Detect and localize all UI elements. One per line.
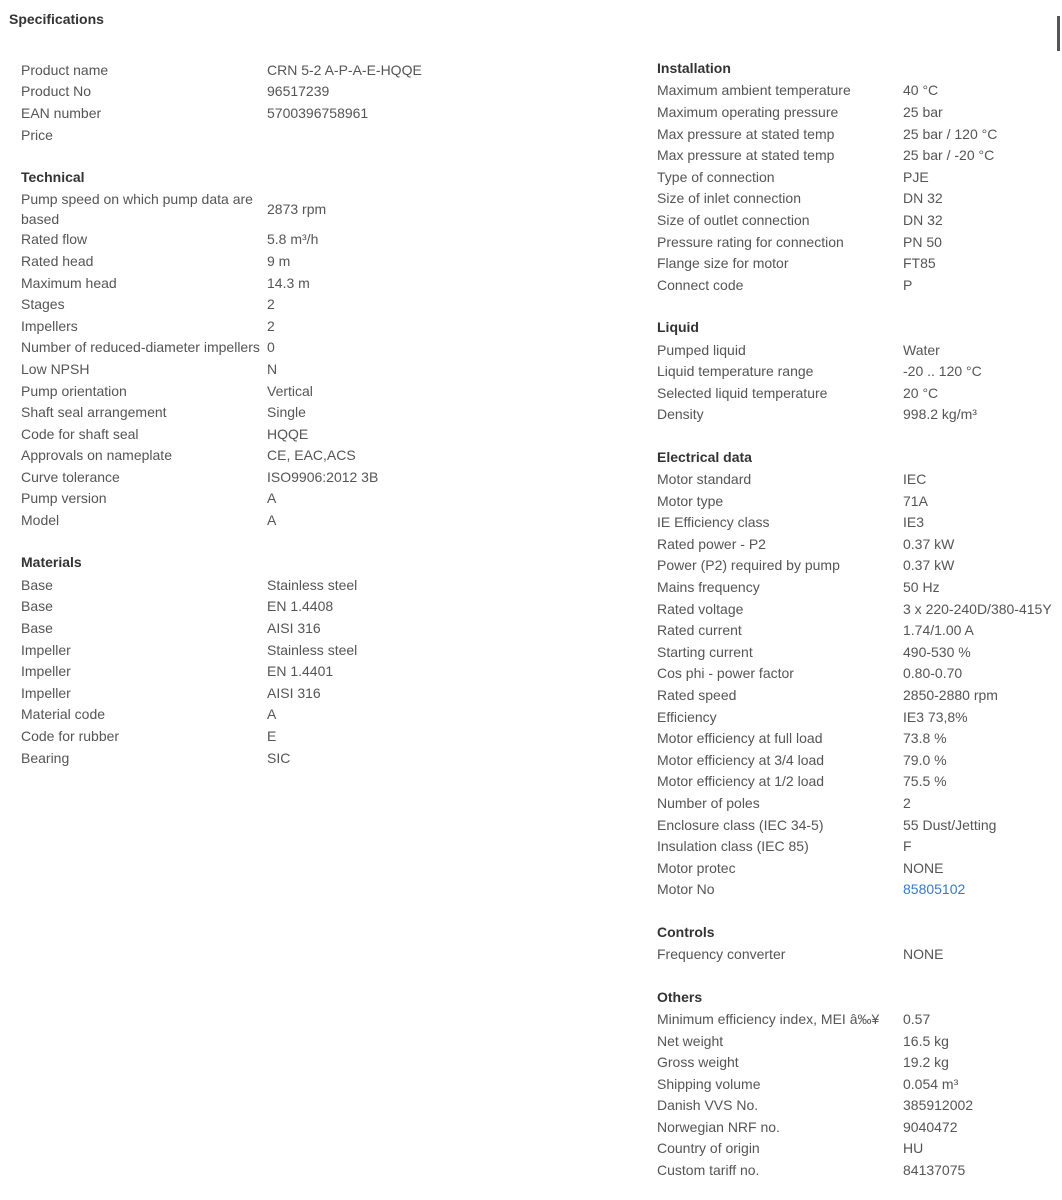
spec-value: 9 m [267, 252, 291, 269]
spec-value-link[interactable]: 85805102 [903, 881, 966, 898]
spec-row [657, 360, 1062, 382]
spec-label: Maximum operating pressure [657, 103, 839, 120]
spec-label: Motor standard [657, 471, 752, 488]
spec-row [657, 814, 1062, 836]
left-column [21, 59, 441, 768]
spec-row [657, 943, 1062, 965]
spec-value: 0.054 m³ [903, 1075, 959, 1092]
spec-row [657, 101, 1062, 123]
spec-value: 71A [903, 492, 928, 509]
spec-row [657, 274, 1062, 296]
spec-label: Material code [21, 706, 106, 723]
spec-row [657, 684, 1062, 706]
spec-row [21, 337, 441, 359]
spec-row [657, 166, 1062, 188]
spec-row [657, 576, 1062, 598]
spec-row [657, 468, 1062, 490]
spec-label: Motor efficiency at 1/2 load [657, 773, 825, 790]
spec-row [21, 682, 441, 704]
spec-row [21, 229, 441, 251]
spec-label: Curve tolerance [21, 468, 120, 485]
section-title-liquid: Liquid [657, 319, 699, 336]
spec-value: 16.5 kg [903, 1032, 949, 1049]
spec-value: AISI 316 [267, 620, 321, 637]
spec-row [657, 144, 1062, 166]
spec-value: A [267, 490, 277, 507]
spec-row [21, 315, 441, 337]
spec-value: 25 bar [903, 103, 943, 120]
spec-row [21, 639, 441, 661]
spec-label: Danish VVS No. [657, 1097, 759, 1114]
spec-label: Custom tariff no. [657, 1162, 760, 1179]
spec-label: Gross weight [657, 1054, 739, 1071]
spec-row [657, 339, 1062, 361]
spec-value [903, 879, 965, 899]
spec-row [657, 727, 1062, 749]
spec-value: 20 °C [903, 384, 939, 401]
spec-label: Rated power - P2 [657, 535, 766, 552]
spec-value: PJE [903, 168, 929, 185]
spec-row [21, 401, 441, 423]
spec-row [21, 102, 441, 124]
spec-value: PN 50 [903, 233, 942, 250]
spec-value: 1.74/1.00 A [903, 622, 974, 639]
spec-value: 50 Hz [903, 579, 940, 596]
spec-label: Starting current [657, 643, 753, 660]
spec-label: Impeller [21, 663, 71, 680]
spec-row [657, 1030, 1062, 1052]
spec-row [657, 1116, 1062, 1138]
spec-label: Base [21, 620, 53, 637]
spec-label: Rated current [657, 622, 742, 639]
spec-label: EAN number [21, 104, 102, 121]
spec-row [21, 660, 441, 682]
spec-label: Number of poles [657, 794, 760, 811]
spec-value: IE3 73,8% [903, 708, 968, 725]
spec-label: Norwegian NRF no. [657, 1118, 780, 1135]
spec-label: Stages [21, 296, 65, 313]
spec-row [657, 1051, 1062, 1073]
spec-value: ISO9906:2012 3B [267, 468, 379, 485]
spec-value: HU [903, 1140, 924, 1157]
spec-row [21, 747, 441, 769]
spec-label: Shaft seal arrangement [21, 404, 167, 421]
spec-value: 2 [903, 794, 911, 811]
spec-label: Minimum efficiency index, MEI â‰¥ [657, 1010, 880, 1027]
spec-row [21, 250, 441, 272]
section-technical [21, 167, 441, 531]
spec-row [657, 771, 1062, 793]
spec-row [657, 879, 1062, 901]
spec-row [657, 490, 1062, 512]
spec-label: Mains frequency [657, 579, 760, 596]
spec-value: IE3 [903, 514, 925, 531]
spec-row [21, 596, 441, 618]
spec-value: 19.2 kg [903, 1054, 949, 1071]
spec-label: Cos phi - power factor [657, 665, 794, 682]
spec-label: Impeller [21, 684, 71, 701]
spec-value: 2873 rpm [267, 200, 327, 217]
spec-value: 3 x 220-240D/380-415Y [903, 600, 1052, 617]
spec-value: 5.8 m³/h [267, 231, 319, 248]
spec-value: HQQE [267, 425, 309, 442]
spec-label: Size of inlet connection [657, 190, 801, 207]
spec-label: Max pressure at stated temp [657, 147, 835, 164]
spec-row [657, 252, 1062, 274]
spec-row [657, 749, 1062, 771]
section-title-others: Others [657, 988, 703, 1005]
spec-label: Pump version [21, 490, 107, 507]
spec-label: Rated speed [657, 687, 737, 704]
spec-row [657, 1008, 1062, 1030]
spec-value: 25 bar / -20 °C [903, 147, 995, 164]
spec-value: FT85 [903, 255, 936, 272]
spec-label: Rated flow [21, 231, 88, 248]
spec-row [657, 1159, 1062, 1181]
spec-label: Low NPSH [21, 360, 90, 377]
spec-row [657, 1095, 1062, 1117]
spec-label: Pumped liquid [657, 341, 746, 358]
spec-value: 0 [267, 339, 275, 356]
spec-label: Approvals on nameplate [21, 447, 172, 464]
spec-row [21, 617, 441, 639]
spec-row [657, 231, 1062, 253]
spec-label: Connect code [657, 276, 744, 293]
spec-value: P [903, 276, 913, 293]
spec-label: Country of origin [657, 1140, 760, 1157]
spec-value: A [267, 706, 277, 723]
spec-label: Base [21, 598, 53, 615]
spec-row [657, 533, 1062, 555]
spec-value: 0.37 kW [903, 557, 955, 574]
spec-value: IEC [903, 471, 927, 488]
spec-row [657, 706, 1062, 728]
spec-row [657, 382, 1062, 404]
spec-row [21, 704, 441, 726]
spec-row [657, 555, 1062, 577]
spec-label: Type of connection [657, 168, 775, 185]
spec-value: A [267, 512, 277, 529]
spec-row [21, 488, 441, 510]
spec-label: Motor efficiency at full load [657, 730, 823, 747]
spec-value: DN 32 [903, 211, 943, 228]
spec-row [657, 188, 1062, 210]
spec-value: NONE [903, 946, 944, 963]
spec-value: 385912002 [903, 1097, 974, 1114]
spec-value: Vertical [267, 382, 313, 399]
spec-row [657, 835, 1062, 857]
section-electrical [657, 447, 1062, 900]
spec-row [21, 423, 441, 445]
spec-row [657, 80, 1062, 102]
spec-value: 2850-2880 rpm [903, 687, 998, 704]
spec-value: 490-530 % [903, 643, 971, 660]
section-title-technical: Technical [21, 168, 85, 185]
spec-label: Enclosure class (IEC 34-5) [657, 816, 824, 833]
spec-label: Number of reduced-diameter impellers [21, 339, 260, 356]
spec-row [21, 445, 441, 467]
spec-row [657, 404, 1062, 426]
spec-value: 55 Dust/Jetting [903, 816, 997, 833]
section-title-controls: Controls [657, 923, 715, 940]
spec-label: IE Efficiency class [657, 514, 770, 531]
spec-label: Bearing [21, 749, 70, 766]
spec-value: 2 [267, 296, 275, 313]
section-title-materials: Materials [21, 554, 82, 571]
spec-label: Motor efficiency at 3/4 load [657, 751, 825, 768]
spec-value: CRN 5-2 A-P-A-E-HQQE [267, 61, 422, 78]
page-title: Specifications [9, 11, 104, 27]
spec-label: Flange size for motor [657, 255, 789, 272]
spec-row [657, 123, 1062, 145]
spec-value: 0.80-0.70 [903, 665, 963, 682]
section-title-electrical: Electrical data [657, 448, 752, 465]
spec-label: Insulation class (IEC 85) [657, 838, 809, 855]
spec-label: Density [657, 406, 704, 423]
spec-value: EN 1.4408 [267, 598, 334, 615]
spec-row [657, 1138, 1062, 1160]
spec-value: F [903, 838, 912, 855]
spec-row [21, 124, 441, 146]
spec-value: E [267, 728, 277, 745]
section-title-installation: Installation [657, 60, 731, 76]
spec-row [657, 857, 1062, 879]
spec-value: NONE [903, 859, 944, 876]
spec-label: Pump orientation [21, 382, 127, 399]
spec-label: Maximum ambient temperature [657, 82, 851, 99]
spec-value: 5700396758961 [267, 104, 369, 121]
spec-label: Pressure rating for connection [657, 233, 844, 250]
spec-value: Stainless steel [267, 641, 358, 658]
spec-value: Stainless steel [267, 576, 358, 593]
spec-label: Base [21, 576, 53, 593]
spec-label: Code for shaft seal [21, 425, 139, 442]
spec-label: Motor type [657, 492, 724, 509]
spec-value: 9040472 [903, 1118, 958, 1135]
spec-label: Size of outlet connection [657, 211, 810, 228]
spec-value: 2 [267, 317, 275, 334]
section-others [657, 987, 1062, 1181]
spec-value: Single [267, 404, 306, 421]
spec-value: 79.0 % [903, 751, 947, 768]
spec-value: DN 32 [903, 190, 943, 207]
spec-label: Rated voltage [657, 600, 744, 617]
spec-value: 84137075 [903, 1162, 966, 1179]
spec-label: Pump speed on which pump data are based [21, 190, 253, 227]
spec-label: Shipping volume [657, 1075, 761, 1092]
spec-value: CE, EAC,ACS [267, 447, 356, 464]
spec-label: Net weight [657, 1032, 724, 1049]
spec-label: Liquid temperature range [657, 363, 814, 380]
spec-label: Power (P2) required by pump [657, 557, 840, 574]
spec-value: Water [903, 341, 940, 358]
spec-row [21, 272, 441, 294]
spec-value: 75.5 % [903, 773, 947, 790]
spec-value: EN 1.4401 [267, 663, 334, 680]
spec-row [657, 641, 1062, 663]
spec-row [21, 293, 441, 315]
section-general [21, 59, 441, 145]
section-liquid [657, 317, 1062, 425]
scrollbar-thumb[interactable] [1057, 16, 1060, 51]
spec-value: 40 °C [903, 82, 939, 99]
spec-row [657, 209, 1062, 231]
spec-value: 25 bar / 120 °C [903, 125, 998, 142]
spec-row [657, 598, 1062, 620]
spec-row [21, 466, 441, 488]
spec-row [21, 59, 441, 81]
spec-row [657, 792, 1062, 814]
spec-label: Product name [21, 61, 109, 78]
spec-label: Model [21, 512, 60, 529]
spec-value: 998.2 kg/m³ [903, 406, 977, 423]
spec-row [21, 189, 441, 229]
spec-value: -20 .. 120 °C [903, 363, 982, 380]
right-column [657, 58, 1062, 1181]
spec-row [21, 380, 441, 402]
section-installation [657, 58, 1062, 296]
spec-value: 0.57 [903, 1010, 931, 1027]
spec-value: 0.37 kW [903, 535, 955, 552]
spec-label: Efficiency [657, 708, 717, 725]
spec-value: SIC [267, 749, 291, 766]
spec-label: Frequency converter [657, 946, 786, 963]
spec-label: Selected liquid temperature [657, 384, 828, 401]
spec-row [21, 81, 441, 103]
spec-row [21, 358, 441, 380]
spec-label: Motor protec [657, 859, 736, 876]
spec-row [657, 663, 1062, 685]
section-controls [657, 922, 1062, 965]
spec-row [657, 619, 1062, 641]
spec-value: 14.3 m [267, 274, 310, 291]
spec-label: Price [21, 126, 53, 143]
spec-value: AISI 316 [267, 684, 321, 701]
spec-label: Rated head [21, 252, 94, 269]
spec-label: Impellers [21, 317, 78, 334]
spec-label: Max pressure at stated temp [657, 125, 835, 142]
spec-row [657, 511, 1062, 533]
spec-label: Motor No [657, 881, 715, 898]
section-materials [21, 552, 441, 768]
spec-label: Code for rubber [21, 728, 120, 745]
spec-label: Maximum head [21, 274, 117, 291]
spec-row [21, 725, 441, 747]
spec-value: 96517239 [267, 83, 330, 100]
spec-label: Impeller [21, 641, 71, 658]
spec-row [657, 1073, 1062, 1095]
spec-row [21, 509, 441, 531]
spec-label: Product No [21, 83, 92, 100]
spec-value: N [267, 360, 278, 377]
spec-row [21, 574, 441, 596]
spec-value: 73.8 % [903, 730, 947, 747]
